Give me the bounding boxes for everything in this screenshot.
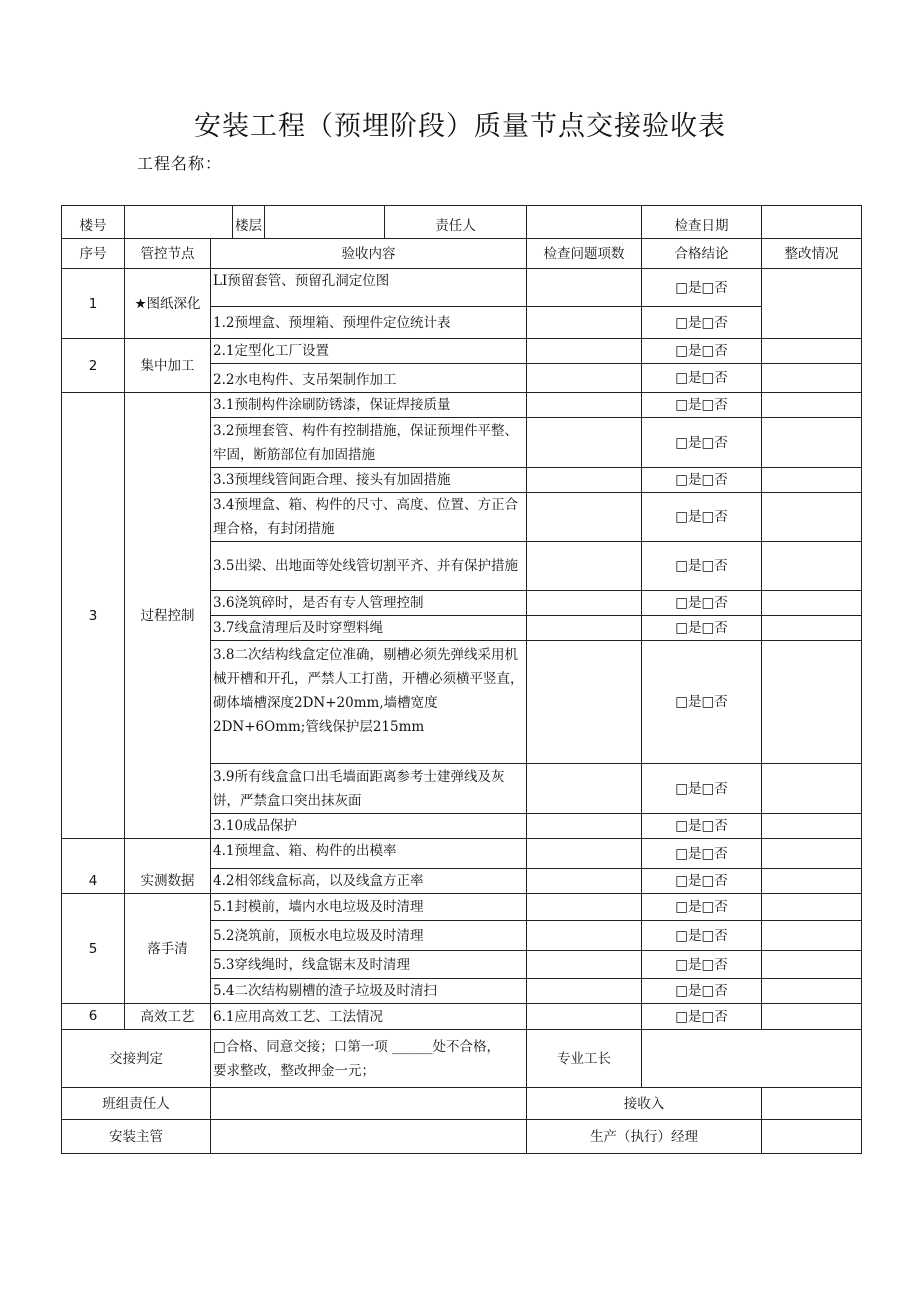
receiver-field[interactable] <box>762 1088 862 1120</box>
rectify-cell[interactable] <box>762 468 862 493</box>
result-checkbox[interactable]: □是□否 <box>642 764 762 814</box>
result-checkbox[interactable]: □是□否 <box>642 468 762 493</box>
node-cell: 落手清 <box>125 894 211 1004</box>
rectify-cell[interactable] <box>762 839 862 869</box>
floor-field[interactable] <box>265 206 385 239</box>
content-cell: 5.2浇筑前，顶板水电垃圾及时清理 <box>211 921 527 951</box>
sign-row-1 <box>62 1088 862 1120</box>
issues-cell[interactable] <box>527 616 642 641</box>
node-cell: 过程控制 <box>125 393 211 839</box>
issues-cell[interactable] <box>527 921 642 951</box>
rectify-cell[interactable] <box>762 869 862 894</box>
result-checkbox[interactable]: □是□否 <box>642 616 762 641</box>
issues-cell[interactable] <box>527 591 642 616</box>
content-cell: 3.5出梁、出地面等处线管切割平齐、并有保护措施 <box>211 542 527 591</box>
rectify-cell[interactable] <box>762 542 862 591</box>
responsible-label: 责任人 <box>385 206 527 239</box>
receiver-label: 接收入 <box>527 1088 762 1120</box>
result-header: 合格结论 <box>642 239 762 269</box>
seq-cell: 3 <box>62 393 125 839</box>
issues-cell[interactable] <box>527 894 642 921</box>
rectify-cell[interactable] <box>762 418 862 468</box>
result-checkbox[interactable]: □是□否 <box>642 869 762 894</box>
rectify-cell[interactable] <box>762 814 862 839</box>
result-checkbox[interactable]: □是□否 <box>642 542 762 591</box>
table-row <box>62 339 862 364</box>
content-cell: 5.3穿线绳时，线盒锯末及时清理 <box>211 951 527 979</box>
result-checkbox[interactable]: □是□否 <box>642 951 762 979</box>
table-row <box>62 839 862 869</box>
result-checkbox[interactable]: □是□否 <box>642 979 762 1004</box>
seq-cell: 4 <box>62 839 125 894</box>
node-header: 管控节点 <box>125 239 211 269</box>
document-title: 安装工程（预埋阶段）质量节点交接验收表 <box>194 111 726 142</box>
content-cell: 6.1应用高效工艺、工法情况 <box>211 1004 527 1030</box>
issues-cell[interactable] <box>527 269 642 307</box>
result-checkbox[interactable]: □是□否 <box>642 814 762 839</box>
rectify-cell[interactable] <box>762 641 862 764</box>
seq-header: 序号 <box>62 239 125 269</box>
issues-cell[interactable] <box>527 641 642 764</box>
project-name-label: 工程名称： <box>137 154 223 173</box>
node-cell: ★图纸深化 <box>125 269 211 339</box>
content-cell: 3.9所有线盒盒口出毛墙面距离参考士建弹线及灰饼，严禁盒口突出抹灰面 <box>211 764 527 814</box>
content-cell: 1.2预埋盒、预埋箱、预埋件定位统计表 <box>211 307 527 339</box>
issues-cell[interactable] <box>527 468 642 493</box>
result-checkbox[interactable]: □是□否 <box>642 307 762 339</box>
check-date-label: 检查日期 <box>642 206 762 239</box>
issues-cell[interactable] <box>527 869 642 894</box>
content-cell: 3.2预埋套管、构件有控制措施，保证预埋件平整、牢固，断筋部位有加固措施 <box>211 418 527 468</box>
content-cell: 2.2水电构件、支吊架制作加工 <box>211 364 527 393</box>
header-row-2 <box>62 239 862 269</box>
result-checkbox[interactable]: □是□否 <box>642 894 762 921</box>
result-checkbox[interactable]: □是□否 <box>642 839 762 869</box>
seq-cell: 5 <box>62 894 125 1004</box>
issues-cell[interactable] <box>527 542 642 591</box>
content-cell: 3.3预埋线管间距合理、接头有加固措施 <box>211 468 527 493</box>
issues-cell[interactable] <box>527 493 642 542</box>
rectify-cell[interactable] <box>762 979 862 1004</box>
handover-label: 交接判定 <box>62 1030 211 1088</box>
content-cell: 3.10成品保护 <box>211 814 527 839</box>
acceptance-table <box>61 205 862 1154</box>
rectify-cell[interactable] <box>762 616 862 641</box>
seq-cell: 2 <box>62 339 125 393</box>
content-cell: 3.6浇筑碎时，是否有专人管理控制 <box>211 591 527 616</box>
node-cell: 实测数据 <box>125 839 211 894</box>
rectify-cell[interactable] <box>762 921 862 951</box>
content-cell: 3.1预制构件涂刷防锈漆，保证焊接质量 <box>211 393 527 418</box>
content-cell: 3.8二次结构线盒定位准确，剔槽必须先弹线采用机械开槽和开孔，严禁人工打凿，开槽必须横平竖直，砌体墙槽深度2DN+20mm,墙槽宽度2DN+6Omm;管线保护层215mm <box>211 641 527 764</box>
content-cell: 4.1预埋盒、箱、构件的出模率 <box>211 839 527 869</box>
seq-cell: 6 <box>62 1004 125 1030</box>
rectify-cell[interactable] <box>762 951 862 979</box>
result-checkbox[interactable]: □是□否 <box>642 641 762 764</box>
production-manager-label: 生产（执行）经理 <box>527 1120 762 1154</box>
issues-cell[interactable] <box>527 814 642 839</box>
content-cell: LI预留套管、预留孔洞定位图 <box>211 269 527 307</box>
responsible-field[interactable] <box>527 206 642 239</box>
install-supervisor-label: 安装主管 <box>62 1120 211 1154</box>
issues-cell[interactable] <box>527 418 642 468</box>
rectify-cell[interactable] <box>762 1004 862 1030</box>
result-checkbox[interactable]: □是□否 <box>642 339 762 364</box>
issues-cell[interactable] <box>527 307 642 339</box>
content-cell: 4.2相邻线盒标高，以及线盒方正率 <box>211 869 527 894</box>
team-leader-field[interactable] <box>211 1088 527 1120</box>
foreman-label: 专业工长 <box>527 1030 642 1088</box>
result-checkbox[interactable]: □是□否 <box>642 364 762 393</box>
issues-cell[interactable] <box>527 1004 642 1030</box>
building-label: 楼号 <box>62 206 125 239</box>
team-leader-label: 班组责任人 <box>62 1088 211 1120</box>
check-date-field[interactable] <box>762 206 862 239</box>
result-checkbox[interactable]: □是□否 <box>642 493 762 542</box>
rectify-cell[interactable] <box>762 339 862 364</box>
content-cell: 5.4二次结构剔槽的渣子垃圾及时清扫 <box>211 979 527 1004</box>
table-row <box>62 393 862 418</box>
issues-cell[interactable] <box>527 839 642 869</box>
content-header: 验收内容 <box>211 239 527 269</box>
handover-row <box>62 1030 862 1088</box>
content-cell: 2.1定型化工厂设置 <box>211 339 527 364</box>
node-cell: 集中加工 <box>125 339 211 393</box>
handover-text[interactable] <box>211 1030 527 1088</box>
issues-cell[interactable] <box>527 764 642 814</box>
floor-label: 楼层 <box>233 206 265 239</box>
table-row <box>62 1004 862 1030</box>
issues-cell[interactable] <box>527 979 642 1004</box>
result-checkbox[interactable]: □是□否 <box>642 418 762 468</box>
rectify-cell[interactable] <box>762 393 862 418</box>
issues-cell[interactable] <box>527 951 642 979</box>
foreman-field[interactable] <box>642 1030 862 1088</box>
content-cell: 5.1封模前，墙内水电垃圾及时清理 <box>211 894 527 921</box>
seq-cell: 1 <box>62 269 125 339</box>
issues-cell[interactable] <box>527 339 642 364</box>
issues-header: 检查问题项数 <box>527 239 642 269</box>
table-row <box>62 269 862 307</box>
sign-row-2 <box>62 1120 862 1154</box>
rectify-cell[interactable] <box>762 493 862 542</box>
result-checkbox[interactable]: □是□否 <box>642 591 762 616</box>
handover-text-line1: □合格、同意交接；口第一项 ______处不合格， <box>213 1038 501 1055</box>
result-checkbox[interactable]: □是□否 <box>642 393 762 418</box>
rectify-header: 整改情况 <box>762 239 862 269</box>
rectify-cell[interactable] <box>762 764 862 814</box>
issues-cell[interactable] <box>527 393 642 418</box>
production-manager-field[interactable] <box>762 1120 862 1154</box>
rectify-cell[interactable] <box>762 894 862 921</box>
result-checkbox[interactable]: □是□否 <box>642 269 762 307</box>
issues-cell[interactable] <box>527 364 642 393</box>
node-cell: 高效工艺 <box>125 1004 211 1030</box>
building-field[interactable] <box>125 206 233 239</box>
table-row <box>62 894 862 921</box>
result-checkbox[interactable]: □是□否 <box>642 1004 762 1030</box>
handover-text-line2: 要求整改，整改押金一元； <box>213 1062 375 1079</box>
content-cell: 3.4预埋盒、箱、构件的尺寸、高度、位置、方正合理合格，有封闭措施 <box>211 493 527 542</box>
rectify-cell[interactable] <box>762 591 862 616</box>
content-cell: 3.7线盒清理后及时穿塑料绳 <box>211 616 527 641</box>
result-checkbox[interactable]: □是□否 <box>642 921 762 951</box>
header-row-1 <box>62 206 862 239</box>
install-supervisor-field[interactable] <box>211 1120 527 1154</box>
rectify-cell[interactable] <box>762 364 862 393</box>
rectify-cell[interactable] <box>762 269 862 339</box>
